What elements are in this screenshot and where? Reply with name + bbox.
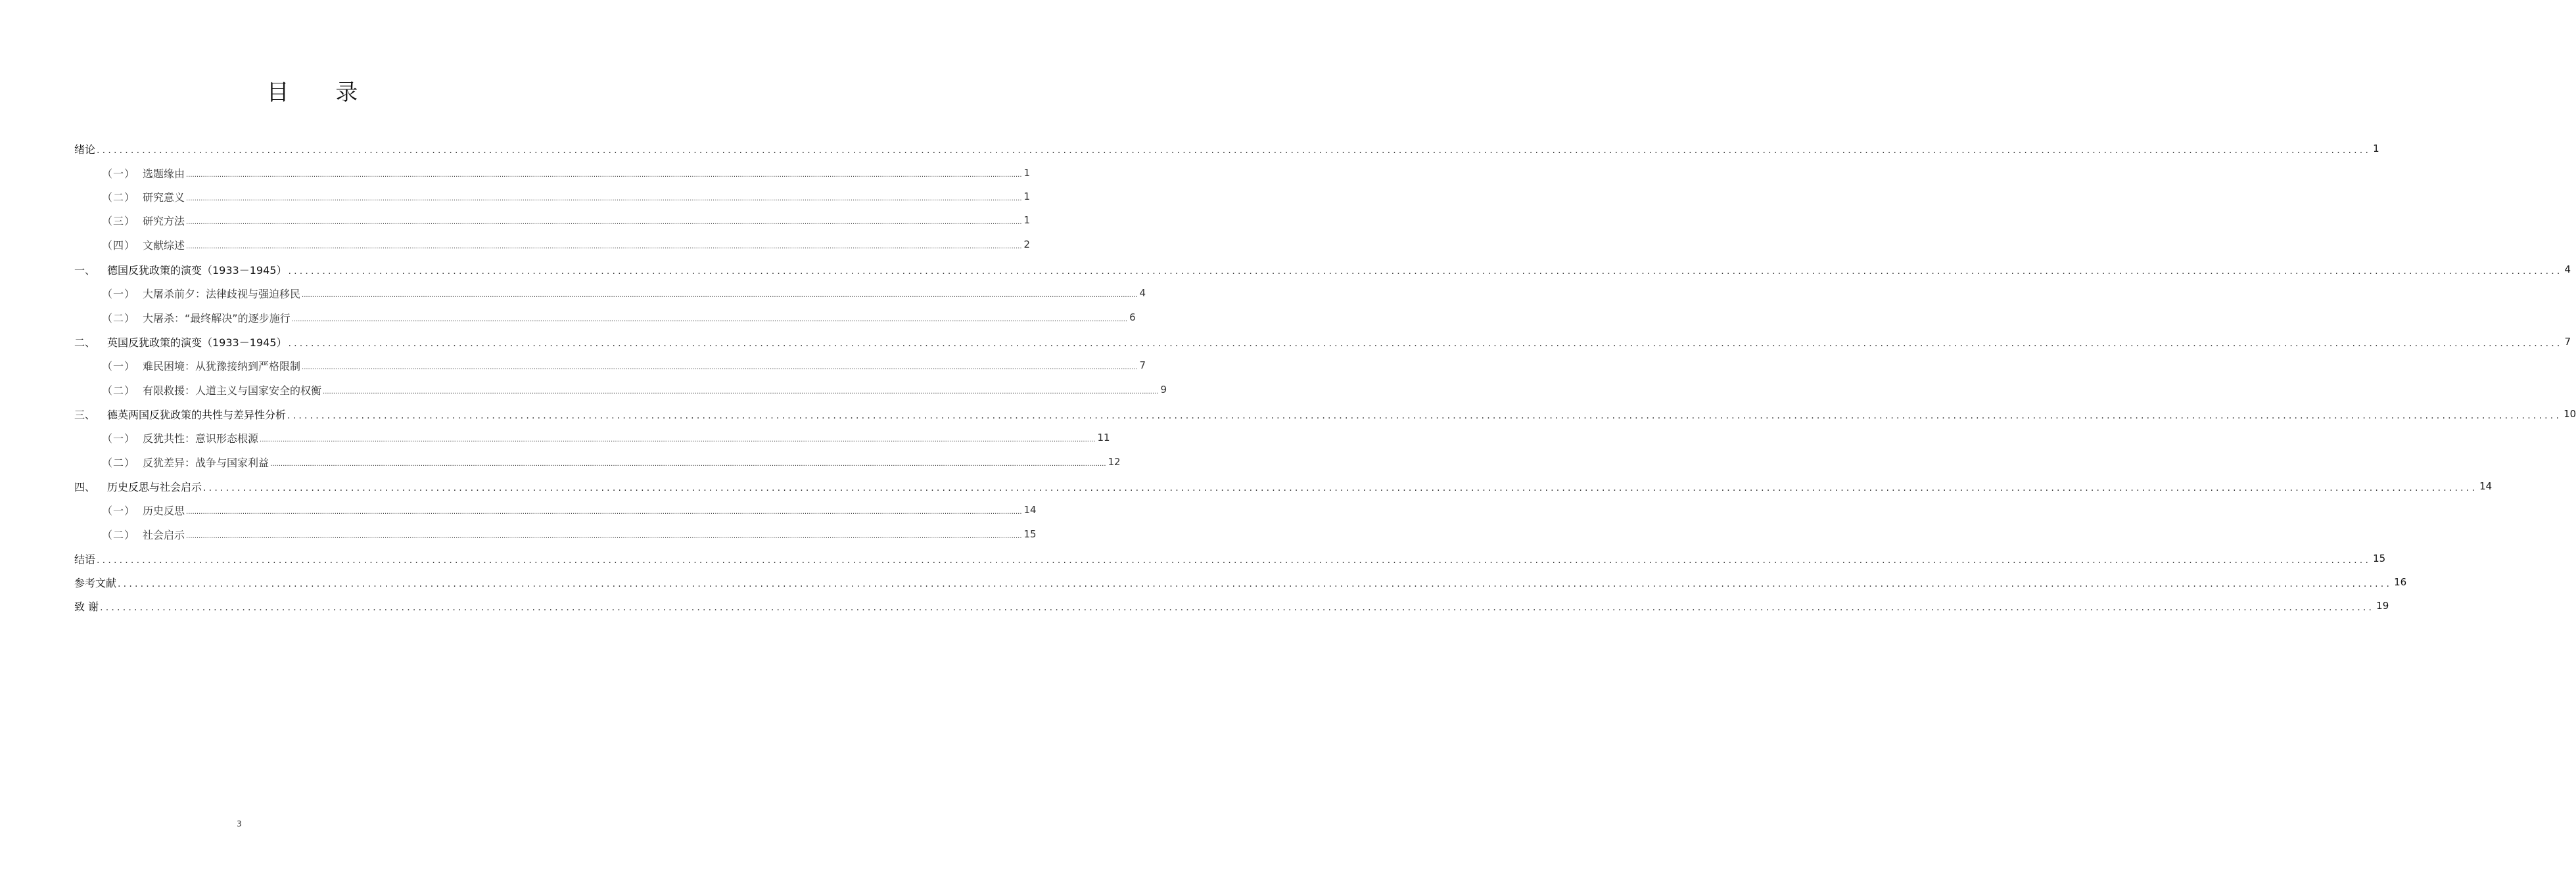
- toc-entry-title: 文献综述: [143, 238, 185, 252]
- toc-entry-number: （二）: [102, 311, 136, 325]
- toc-leader-dots: ................................................................................................................................................................................................................................................................................................................................................................................................................: [97, 555, 2372, 566]
- toc-leader-dots: ................................................................................................................................................................................................................................................................................................................................................................................................................: [186, 242, 1022, 250]
- toc-entry-title: 德国反犹政策的演变（1933－1945）: [107, 263, 287, 277]
- toc-entry[interactable]: [74, 498, 1037, 522]
- toc-entry-number: （一）: [102, 167, 136, 180]
- toc-entry-number: 三、: [74, 408, 96, 421]
- toc-entry-number: （三）: [102, 214, 136, 227]
- toc-leader-dots: ................................................................................................................................................................................................................................................................................................................................................................................................................: [186, 218, 1022, 226]
- toc-entry-page: 2: [1023, 238, 1031, 250]
- toc-entry[interactable]: [74, 353, 1146, 377]
- toc-entry-title: 历史反思: [143, 504, 185, 517]
- toc-entry[interactable]: [74, 426, 1110, 449]
- toc-entry-number: 二、: [74, 336, 96, 349]
- toc-entry-number: （一）: [102, 504, 136, 517]
- toc-entry-number: （四）: [102, 238, 136, 252]
- toc-entry[interactable]: [74, 547, 2386, 570]
- toc-entry-number: （二）: [102, 528, 136, 541]
- toc-entry-number: （一）: [102, 287, 136, 300]
- toc-entry[interactable]: [74, 522, 1037, 546]
- toc-entry-page: 7: [1139, 359, 1146, 371]
- toc-entry-page: 1: [1023, 214, 1031, 226]
- toc-leader-dots: ................................................................................................................................................................................................................................................................................................................................................................................................................: [203, 483, 2478, 493]
- toc-entry[interactable]: [74, 450, 1121, 474]
- toc-entry[interactable]: [74, 570, 2407, 594]
- page-title: 目 录: [266, 79, 378, 106]
- toc-entry[interactable]: [74, 233, 1031, 256]
- toc-entry-number: 一、: [74, 263, 96, 277]
- toc-entry-page: 10: [2564, 408, 2576, 420]
- toc-leader-dots: ................................................................................................................................................................................................................................................................................................................................................................................................................: [302, 363, 1138, 371]
- toc-entry-title: 选题缘由: [143, 167, 185, 180]
- toc-entry-page: 4: [2564, 263, 2571, 275]
- toc-entry-title: 社会启示: [143, 528, 185, 541]
- toc-leader-dots: ................................................................................................................................................................................................................................................................................................................................................................................................................: [186, 532, 1022, 540]
- toc-entry-page: 16: [2394, 576, 2407, 588]
- toc-entry-page: 14: [2479, 480, 2493, 492]
- toc-entry-page: 12: [1108, 456, 1121, 468]
- toc-entry[interactable]: [74, 208, 1031, 232]
- toc-entry-title: 反犹共性：意识形态根源: [143, 432, 259, 445]
- toc-leader-dots: ................................................................................................................................................................................................................................................................................................................................................................................................................: [288, 266, 2563, 277]
- toc-leader-dots: ................................................................................................................................................................................................................................................................................................................................................................................................................: [97, 145, 2372, 156]
- toc-entry-number: （二）: [102, 191, 136, 204]
- toc-leader-dots: ................................................................................................................................................................................................................................................................................................................................................................................................................: [323, 388, 1159, 396]
- toc-entry-page: 1: [1023, 167, 1031, 179]
- toc-entry-number: （二）: [102, 456, 136, 469]
- toc-entry-page: 6: [1129, 311, 1136, 323]
- toc-entry-number: 绪论: [74, 143, 96, 156]
- toc-entry[interactable]: [74, 594, 2389, 618]
- toc-entry-page: 14: [1023, 504, 1037, 516]
- toc-entry-page: 1: [2373, 143, 2379, 154]
- toc-entry-number: （一）: [102, 432, 136, 445]
- toc-entry[interactable]: [74, 378, 1167, 401]
- toc-entry[interactable]: [74, 281, 1146, 305]
- toc-entry-number: 致 谢: [74, 600, 99, 613]
- toc-entry[interactable]: [74, 161, 1031, 185]
- toc-entry[interactable]: [74, 402, 2576, 426]
- toc-entry-title: 研究方法: [143, 214, 185, 227]
- toc-leader-dots: ................................................................................................................................................................................................................................................................................................................................................................................................................: [186, 194, 1022, 202]
- toc-leader-dots: ................................................................................................................................................................................................................................................................................................................................................................................................................: [118, 579, 2393, 589]
- toc-entry-page: 7: [2564, 336, 2571, 348]
- toc-entry-title: 德英两国反犹政策的共性与差异性分析: [107, 408, 287, 421]
- toc-entry-page: 15: [2373, 553, 2386, 564]
- toc-entry-title: 难民困境：从犹豫接纳到严格限制: [143, 359, 301, 373]
- toc-entry-number: 参考文献: [74, 576, 117, 589]
- toc-entry-number: （一）: [102, 359, 136, 373]
- toc-entry-title: 英国反犹政策的演变（1933－1945）: [107, 336, 287, 349]
- toc-entry-page: 9: [1160, 384, 1167, 396]
- toc-entry-page: 19: [2376, 600, 2389, 612]
- toc-leader-dots: ................................................................................................................................................................................................................................................................................................................................................................................................................: [287, 411, 2562, 421]
- toc-leader-dots: ................................................................................................................................................................................................................................................................................................................................................................................................................: [186, 508, 1022, 516]
- toc-entry[interactable]: [74, 258, 2571, 281]
- toc-entry-number: （二）: [102, 384, 136, 397]
- toc-entry[interactable]: [74, 306, 1136, 329]
- toc-entry-page: 11: [1097, 432, 1110, 443]
- toc-entry-title: 历史反思与社会启示: [107, 480, 202, 493]
- toc-leader-dots: ................................................................................................................................................................................................................................................................................................................................................................................................................: [291, 315, 1128, 323]
- toc-entry-page: 15: [1023, 528, 1037, 540]
- toc-entry-number: 结语: [74, 553, 96, 566]
- toc-entry-page: 4: [1139, 287, 1146, 299]
- toc-entry-number: 四、: [74, 480, 96, 493]
- toc-entry-title: 大屠杀：“最终解决”的逐步施行: [143, 311, 291, 325]
- toc-leader-dots: ................................................................................................................................................................................................................................................................................................................................................................................................................: [302, 291, 1138, 299]
- toc-entry-title: 反犹差异：战争与国家利益: [143, 456, 269, 469]
- toc-entry[interactable]: [74, 137, 2379, 160]
- toc-entry-page: 1: [1023, 191, 1031, 202]
- toc-entry[interactable]: [74, 185, 1031, 208]
- page-number: 3: [237, 819, 242, 828]
- toc-entry-title: 有限救援：人道主义与国家安全的权衡: [143, 384, 322, 397]
- toc-entry[interactable]: [74, 330, 2571, 353]
- toc-entry-title: 大屠杀前夕：法律歧视与强迫移民: [143, 287, 301, 300]
- toc-entry-title: 研究意义: [143, 191, 185, 204]
- toc-leader-dots: ................................................................................................................................................................................................................................................................................................................................................................................................................: [100, 602, 2375, 613]
- toc-leader-dots: ................................................................................................................................................................................................................................................................................................................................................................................................................: [260, 436, 1096, 443]
- toc-leader-dots: ................................................................................................................................................................................................................................................................................................................................................................................................................: [186, 171, 1022, 179]
- toc-entry[interactable]: [74, 474, 2493, 498]
- toc-leader-dots: ................................................................................................................................................................................................................................................................................................................................................................................................................: [270, 460, 1106, 468]
- toc-leader-dots: ................................................................................................................................................................................................................................................................................................................................................................................................................: [288, 338, 2563, 349]
